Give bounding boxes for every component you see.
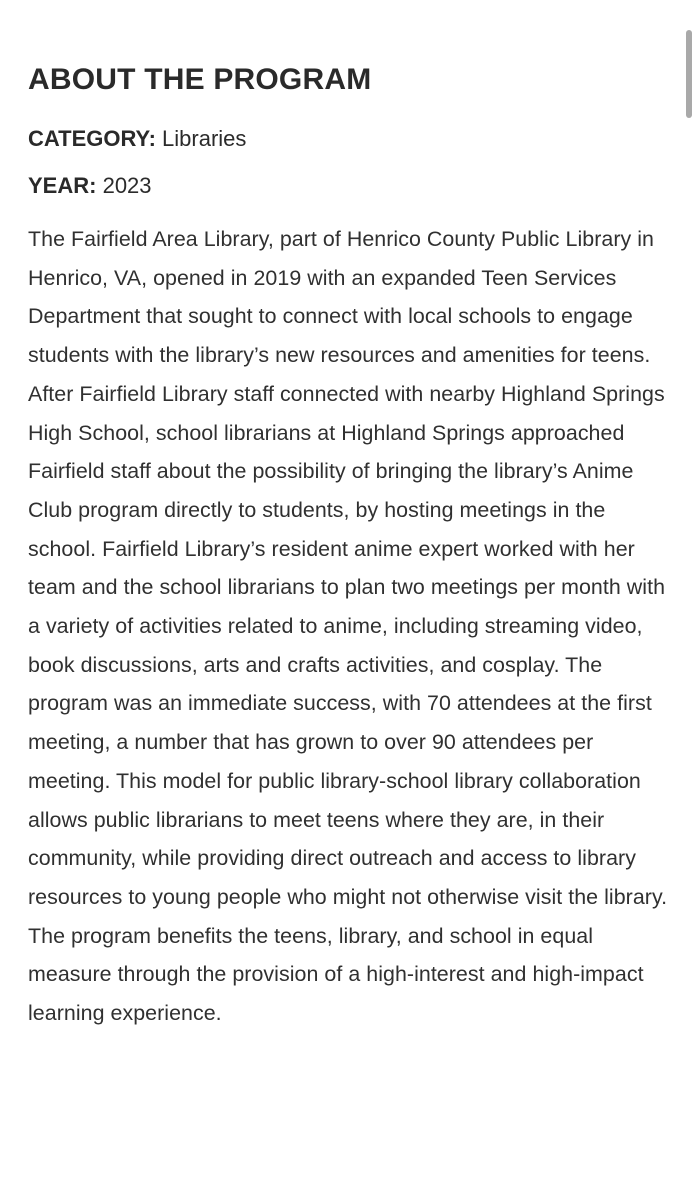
category-value: Libraries [162,126,247,151]
program-description: The Fairfield Area Library, part of Henrico County Public Library in Henrico, VA, opened in 2019 with an expanded Teen Services Department that sought to connect with local schools to engage students with the library’s new resources and amenities for teens. After Fairfield Library staff connected with nearby Highland Springs High School, school librarians at Highland Springs approached Fairfield staff about the possibility of bringing the library’s Anime Club program directly to students, by hosting meetings in the school. Fairfield Library’s resident anime expert worked with her team and the school librarians to plan two meetings per month with a variety of activities related to anime, including streaming video, book discussions, arts and crafts activities, and cosplay. The program was an immediate success, with 70 attendees at the first meeting, a number that has grown to over 90 attendees per meeting. This model for public library-school library collaboration allows public librarians to meet teens where they are, in their community, while providing direct outreach and access to library resources to young people who might not otherwise visit the library. The program benefits the teens, library, and school in equal measure through the provision of a high-interest and high-impact learning experience. [28,227,668,1026]
category-label: CATEGORY: [28,126,156,151]
scrollbar-thumb[interactable] [686,30,692,118]
year-value: 2023 [102,173,152,198]
year-label: YEAR: [28,173,97,198]
category-row [28,124,246,154]
year-row [28,171,152,201]
section-heading: ABOUT THE PROGRAM [28,63,372,96]
